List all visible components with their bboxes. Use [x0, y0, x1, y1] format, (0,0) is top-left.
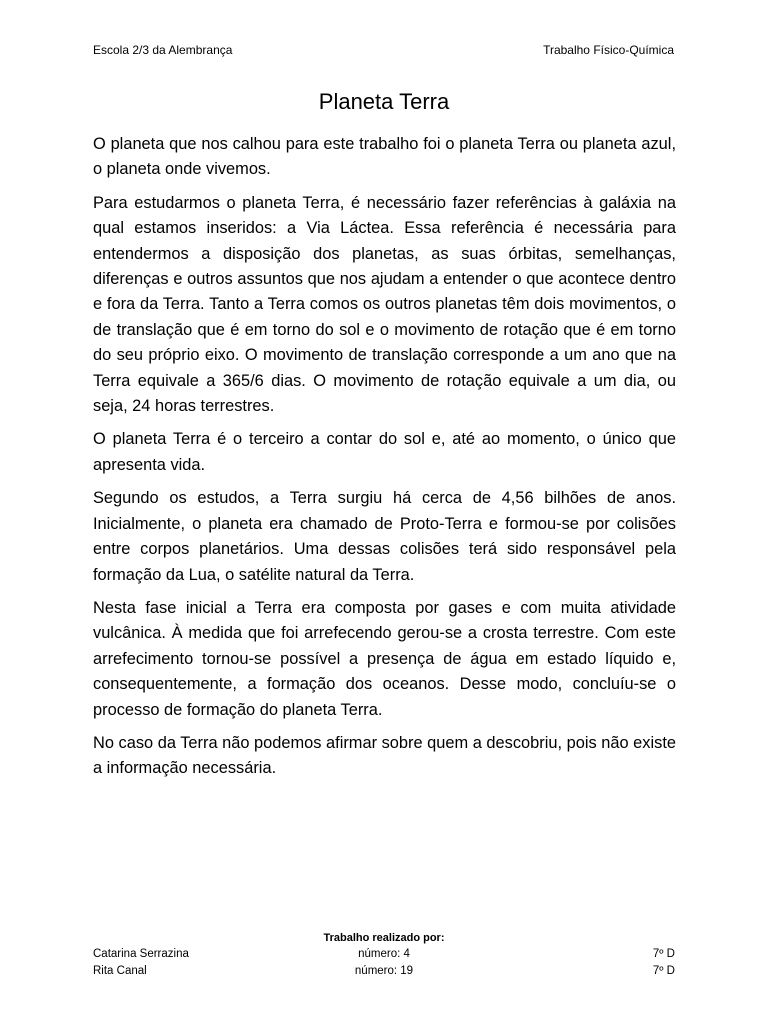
author-name: Catarina Serrazina — [93, 948, 189, 960]
paragraph: O planeta Terra é o terceiro a contar do sol e, até ao momento, o único que apresenta vida. — [93, 430, 676, 474]
author-row — [93, 948, 675, 964]
author-name: Rita Canal — [93, 965, 147, 977]
paragraph: Nesta fase inicial a Terra era composta por gases e com muita atividade vulcânica. À medida que foi arrefecendo gerou-se a crosta terrestre. Com este arrefecimento tornou-se possível a presença de água em estado líquido e, consequentemente, a formação dos oceanos. Desse modo, concluíu-se o processo de formação do planeta Terra. — [93, 598, 676, 719]
paragraph: O planeta que nos calhou para este trabalho foi o planeta Terra ou planeta azul, o planeta onde vivemos. — [93, 135, 676, 179]
author-row — [93, 965, 675, 981]
author-number: número: 19 — [354, 965, 414, 977]
paragraph: No caso da Terra não podemos afirmar sobre quem a descobriu, pois não existe a informação necessária. — [93, 733, 676, 778]
header-school: Escola 2/3 da Alembrança — [93, 43, 233, 57]
document-title: Planeta Terra — [318, 89, 450, 114]
author-class: 7º D — [652, 965, 675, 977]
author-class: 7º D — [652, 948, 675, 960]
footer-title: Trabalho realizado por: — [323, 932, 445, 944]
paragraph: Segundo os estudos, a Terra surgiu há cerca de 4,56 bilhões de anos. Inicialmente, o planeta era chamado de Proto-Terra e formou-se por colisões entre corpos planetários. Uma dessas colisões terá sido responsável pela formação da Lua, o satélite natural da Terra. — [93, 489, 676, 584]
header-subject: Trabalho Físico-Química — [543, 43, 674, 57]
paragraph: Para estudarmos o planeta Terra, é necessário fazer referências à galáxia na qual estamos inseridos: a Via Láctea. Essa referência é necessária para entendermos a disposição dos planetas, as suas órbitas, semelhanças, diferenças e outros assuntos que nos ajudam a entender o que acontece dentro e fora da Terra. Tanto a Terra comos os outros planetas têm dois movimentos, o de translação que é em torno do sol e o movimento de rotação que é em torno do seu próprio eixo. O movimento de translação corresponde a um ano que na Terra equivale a 365/6 dias. O movimento de rotação equivale a um dia, ou seja, 24 horas terrestres. — [93, 193, 676, 416]
document-body — [93, 132, 676, 790]
author-number: número: 4 — [358, 948, 410, 960]
